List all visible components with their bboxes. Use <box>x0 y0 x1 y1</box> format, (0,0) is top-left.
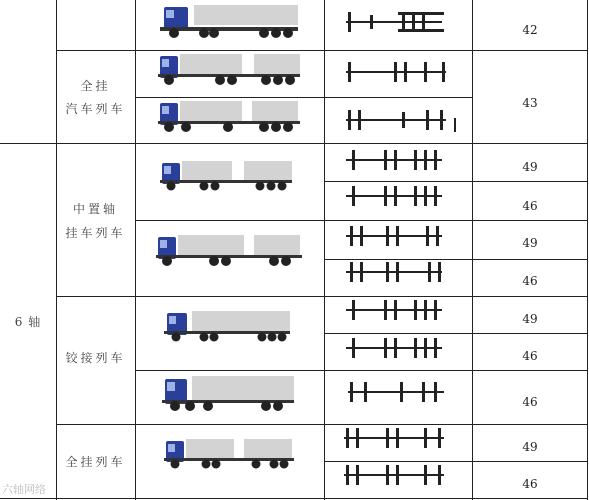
axle-group-label: 6 轴 <box>14 315 42 329</box>
axle-diagram <box>346 336 446 360</box>
axle-diagram <box>344 463 448 487</box>
grid-line <box>56 50 588 51</box>
grid-line <box>0 143 588 144</box>
axle-load-value: 42 <box>522 23 538 37</box>
grid-line <box>324 461 588 462</box>
watermark-text: 六轴网络 <box>2 483 46 496</box>
grid-line <box>324 0 325 500</box>
grid-line <box>135 97 472 98</box>
grid-line <box>135 220 588 221</box>
axle-diagram <box>346 10 446 34</box>
axle-diagram <box>348 380 448 404</box>
axle-load-value: 46 <box>522 349 538 363</box>
axle-load-value: 49 <box>522 312 538 326</box>
axle-load-value: 46 <box>522 274 538 288</box>
axle-load-value: 49 <box>522 160 538 174</box>
axle-load-value: 46 <box>522 395 538 409</box>
axle-load-value: 43 <box>522 96 538 110</box>
category-label: 铰接列车 <box>65 351 126 365</box>
category-label: 全挂列车 <box>65 455 126 469</box>
axle-load-value: 49 <box>522 440 538 454</box>
axle-diagram <box>346 184 446 208</box>
axle-load-value: 49 <box>522 236 538 250</box>
grid-line <box>135 370 588 371</box>
grid-line <box>324 333 588 334</box>
axle-diagram <box>346 298 446 322</box>
axle-diagram <box>346 224 446 248</box>
axle-diagram <box>344 426 448 450</box>
axle-load-value: 46 <box>522 477 538 491</box>
axle-diagram <box>346 148 446 172</box>
grid-line <box>324 181 588 182</box>
category-label: 全挂 <box>80 79 111 93</box>
truck-image <box>158 52 303 86</box>
axle-diagram <box>346 260 446 284</box>
grid-line <box>472 0 473 500</box>
truck-image <box>164 308 294 342</box>
axle-diagram <box>346 60 450 84</box>
truck-image <box>162 373 298 413</box>
category-label: 中置轴 <box>72 202 118 216</box>
axle-load-value: 46 <box>522 199 538 213</box>
truck-image <box>160 3 300 39</box>
category-label: 挂车列车 <box>65 226 126 240</box>
axle-diagram <box>346 108 458 134</box>
truck-image <box>164 436 296 470</box>
truck-image <box>156 232 304 268</box>
grid-line <box>587 0 588 500</box>
grid-line <box>56 424 588 425</box>
truck-image <box>160 158 295 192</box>
grid-line <box>56 296 588 297</box>
category-label: 汽车列车 <box>65 102 126 116</box>
grid-line <box>0 498 588 499</box>
truck-image <box>158 99 303 133</box>
grid-line <box>135 0 136 500</box>
